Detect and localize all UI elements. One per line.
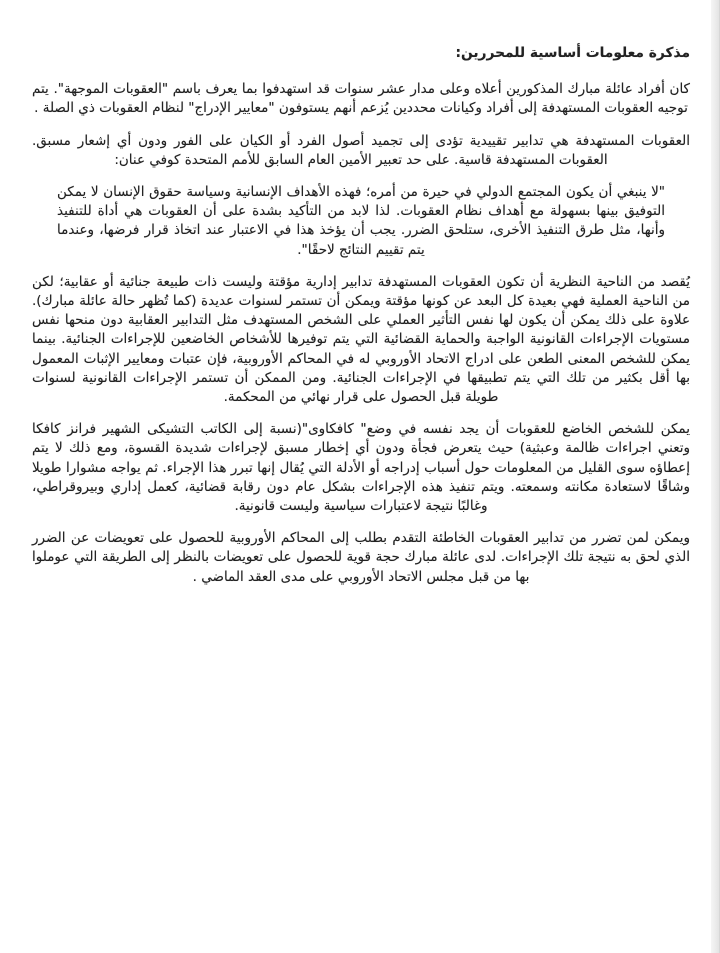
paragraph-kafkaesque-situation: يمكن للشخص الخاضع للعقوبات أن يجد نفسه في وضع" كافكاوى"(نسبة إلى الكاتب التشيكى الشهير فرانز كافكا وتعني اجراءات ظالمة وعبثية) حيث يتعرض فجأة ودون أي إخطار مسبق لإجراءات شديدة القسوة، ومع ذلك لا يتم إعطاؤه سوى القليل من المعلومات حول أسباب إدراجه أو الأدلة التي يُقال إنها تبرر هذا الإجراء. ثم يواجه مشوارا طويلا وشاقًا لاستعادة مكانته وسمعته. ويتم تنفيذ هذه الإجراءات بشكل عام دون رقابة قضائية، كعمل إداري وبيروقراطي، وغالبًا نتيجة لاعتبارات سياسية وليست قانونية. xyxy=(32,421,690,515)
paragraph-targeted-sanctions-intro: كان أفراد عائلة مبارك المذكورين أعلاه وعلى مدار عشر سنوات قد استهدفوا بما يعرف باسم "العقوبات الموجهة". يتم توجيه العقوبات المستهدفة إلى أفراد وكيانات محددين يُزعم أنهم يستوفون "معايير الإدراج" لنظام العقوبات ذي الصلة . xyxy=(32,81,690,117)
paragraph-theoretical-vs-practical: يُقصد من الناحية النظرية أن تكون العقوبات المستهدفة تدابير إدارية مؤقتة وليست ذات طبيعة جنائية أو عقابية؛ لكن من الناحية العملية فهي بعيدة كل البعد عن كونها مؤقتة ويمكن أن تستمر لسنوات عديدة (كما تُظهر حالة عائلة مبارك). علاوة على ذلك يمكن أن يكون لها نفس التأثير العملي على الشخص المستهدف مثل التدابير العقابية دون منحها نفس مستويات الإجراءات القانونية الواجبة والحماية القضائية التي يتم توفيرها للأشخاص الخاضعين للإجراءات الجنائية. بينما يمكن للشخص المعنى الطعن على ادراج الاتحاد الأوروبي له في المحاكم الأوروبية، فإن عتبات ومعايير الإثبات المعمول بها أقل بكثير من تلك التي يتم تطبيقها في الإجراءات الجنائية. ومن الممكن أن تستمر الإجراءات القانونية لسنوات طويلة قبل الحصول على قرار نهائي من المحكمة. xyxy=(32,273,690,406)
paragraph-restrictive-measures: العقوبات المستهدفة هي تدابير تقييدية تؤدى إلى تجميد أصول الفرد أو الكيان على الفور ودون أي إشعار مسبق. العقوبات المستهدفة قاسية. على حد تعبير الأمين العام السابق للأمم المتحدة كوفي عنان: xyxy=(32,132,690,168)
scan-edge-artifact xyxy=(711,0,720,953)
document-content xyxy=(32,44,690,587)
paragraph-compensation-claim: ويمكن لمن تضرر من تدابير العقوبات الخاطئة التقدم بطلب إلى المحاكم الأوروبية للحصول على تعويضات عن الضرر الذي لحق به نتيجة تلك الإجراءات. لدى عائلة مبارك حجة قوية للحصول على تعويضات بالنظر إلى الطريقة التي عوملوا بها من قبل مجلس الاتحاد الأوروبي على مدى العقد الماضي . xyxy=(32,530,690,585)
document-title: مذكرة معلومات أساسية للمحررين: xyxy=(455,45,690,61)
paragraph-kofi-annan-quote: "لا ينبغي أن يكون المجتمع الدولي في حيرة من أمره؛ فهذه الأهداف الإنسانية وسياسة حقوق الإنسان لا يمكن التوفيق بينها بسهولة مع أهداف نظام العقوبات. لذا لابد من التأكيد بشدة على أن العقوبات هي أداة للتنفيذ وأنها، مثل طرق التنفيذ الأخرى، ستلحق الضرر. يجب أن يؤخذ هذا في الاعتبار عند اتخاذ قرار فرضها، وعندما يتم تقييم النتائج لاحقًا". xyxy=(57,184,665,258)
